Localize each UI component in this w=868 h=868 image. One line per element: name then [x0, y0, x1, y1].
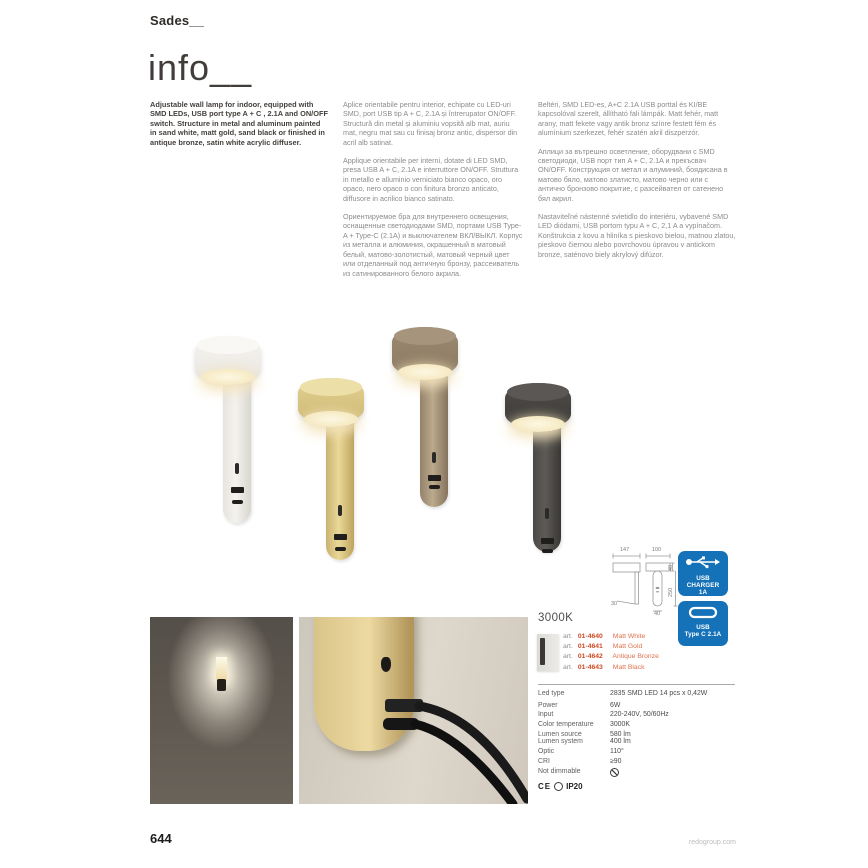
article-finish: Matt Gold — [612, 643, 643, 651]
description-bg: Аплици за вътрешно осветление, оборудвани с SMD светодиоди, USB порт тип A + C, 2.1A и прекъсвач ON/OFF. Конструкция от метал и алуминий, боядисана в матово бяло, матово златисто, матово черно или с антично бронзово покритие, с разсейвател от сатенено бял акрил. — [538, 146, 728, 203]
usb-c-port-detail — [335, 547, 346, 551]
description-en: Adjustable wall lamp for indoor, equipped with SMD LEDs, USB port type A + C , 2.1A and ON/OFF switch. Structure in metal and aluminum painted in sand white, matt gold, sand black or finished in antique bronze, satin white acrylic diffuser. — [150, 100, 329, 147]
description-hu: Beltéri, SMD LED-es, A+C 2.1A USB porttal és KI/BE kapcsolóval szerelt, állítható fali lámpák. Matt fehér, matt arany, matt fekete vagy antik bronz színre festett fém és alumínium szerkezet, fehér szatén akril diszperzór. — [538, 100, 719, 138]
ip-rating: IP20 — [566, 781, 583, 791]
dimmer-crossed-icon — [610, 768, 619, 777]
usb-c-port-detail — [429, 485, 440, 489]
description-ru: Ориентируемое бра для внутреннего освещения, оснащенные светодиодами SMD, портами USB Type-A + Type-C (2.1A) и выключателем ВКЛ/ВЫКЛ. Корпус из металла и алюминия, окрашенный в матовый белый, матово-золотистый, матовый черный цвет или отделанный под античную бронзу, рассеиватель из сатинированного белого акрила. — [343, 212, 523, 278]
badge-line: 1A — [698, 589, 708, 596]
article-row — [563, 632, 659, 642]
description-it: Applique orientabile per interni, dotate di LED SMD, presa USB A + C, 2.1A e interruttore ON/OFF. Struttura in metallo e alluminio verniciato bianco opaco, oro opaco, nero opaco o con finitura bronzo anticato, diffusore in acrilico bianco satinato. — [343, 156, 519, 203]
switch-detail — [235, 463, 239, 474]
usb-charger-badge — [678, 551, 728, 596]
article-code: 01-4640 — [577, 633, 603, 640]
usb-type-c-badge — [678, 601, 728, 646]
product-image-matt-gold — [298, 378, 370, 618]
spec-label: Lumen source — [538, 730, 582, 738]
description-sk: Nastaviteľné nástenné svietidlo do interiéru, vybavené SMD LED diódami, USB portom typu A + C, 2,1 A a vypínačom. Konštrukcia z kovu a hliníka s pieskovo bielou, matnou zlatou, pieskovo čiernou alebo povrchovou úpravou v antickom bronze, saténovo biely akrylový difúzor. — [538, 212, 736, 259]
spec-value: ≥90 — [610, 758, 622, 766]
spec-table — [538, 684, 735, 791]
usb-a-port-detail — [231, 487, 244, 493]
spec-label: CRI — [538, 758, 550, 766]
spec-label: Power — [538, 701, 558, 709]
lamp-arm — [533, 413, 561, 552]
lamp-head — [195, 336, 261, 382]
usb-a-port-detail — [428, 475, 441, 481]
description-ro: Aplice orientabile pentru interior, echipate cu LED-uri SMD, port USB tip A + C, 2.1A și întrerupator ON/OFF. Structură din metal și aluminiu vopsită alb mat, auriu mat, negru mat sau cu finisaj bronz antic, dispersor din acril alb satinat. — [343, 100, 518, 147]
spec-label: Led type — [538, 690, 565, 697]
lamp-head — [505, 383, 571, 429]
description-column-2 — [343, 100, 523, 287]
spec-value: 580 lm — [610, 730, 631, 738]
dim-depth-side: 30 — [611, 601, 618, 607]
switch-detail — [432, 452, 436, 463]
usb-trident-icon — [685, 554, 721, 570]
ambience-photo-wall-light — [150, 617, 293, 804]
switch-detail — [545, 508, 549, 519]
lamp-diffuser-glow — [304, 411, 358, 427]
spec-label: Lumen system — [538, 738, 583, 746]
lamp-diffuser-glow — [398, 364, 452, 380]
usb-c-port-detail — [542, 549, 553, 553]
spec-value: 110° — [610, 748, 624, 756]
usb-type-c-connector-icon — [688, 606, 718, 619]
spec-value: 2835 SMD LED 14 pcs x 0,42W — [610, 690, 708, 697]
usb-a-port-detail — [334, 534, 347, 540]
spec-label: Input — [538, 711, 554, 719]
spec-label: Optic — [538, 748, 555, 756]
dim-width-side: 147 — [620, 547, 630, 553]
product-family-name: Sades__ — [150, 13, 205, 28]
spec-label: Not dimmable — [538, 767, 581, 775]
article-row — [563, 642, 659, 652]
lit-lamp-detail — [216, 657, 227, 681]
lamp-head — [298, 378, 364, 424]
ce-mark: CE — [538, 781, 552, 791]
dim-head-height: 48 — [668, 564, 674, 571]
spec-row — [538, 758, 735, 765]
dimension-drawing — [608, 549, 678, 617]
spec-row — [538, 690, 735, 697]
switch-detail — [338, 505, 342, 516]
page-number: 644 — [150, 831, 172, 846]
article-prefix: art. — [563, 663, 573, 671]
lamp-arm-silhouette — [217, 679, 226, 691]
spec-row — [538, 711, 735, 718]
spec-row — [538, 738, 735, 745]
spec-row — [538, 731, 735, 738]
certification-ring-icon — [554, 782, 563, 791]
lamp-diffuser-glow — [201, 369, 255, 385]
product-image-matt-white — [195, 336, 267, 576]
product-image-matt-black — [505, 383, 577, 623]
article-row — [563, 652, 659, 662]
article-code: 01-4643 — [577, 663, 603, 671]
spec-row — [538, 748, 735, 755]
product-image-antique-bronze — [392, 327, 464, 567]
article-prefix: art. — [563, 633, 573, 640]
description-column-1 — [150, 100, 328, 156]
color-temperature-heading: 3000K — [538, 612, 574, 624]
badge-line: USB — [696, 575, 710, 582]
spec-value: 220-240V, 50/60Hz — [610, 711, 669, 719]
article-prefix: art. — [563, 653, 573, 661]
dimension-drawing-lines — [608, 549, 678, 617]
description-column-3 — [538, 100, 736, 268]
dim-arm-length: 250 — [668, 587, 674, 597]
dim-depth-front: 40 — [654, 611, 661, 617]
article-prefix: art. — [563, 643, 573, 651]
article-code: 01-4641 — [577, 643, 603, 651]
thumbnail-lamp-silhouette — [540, 638, 545, 665]
spec-row-not-dimmable — [538, 768, 735, 779]
spec-label: Color temperature — [538, 721, 594, 729]
article-finish: Antique Bronze — [612, 653, 659, 661]
website-text: redogroup.com — [688, 839, 736, 846]
spec-value: 6W — [610, 701, 621, 709]
article-finish: Matt White — [612, 633, 646, 640]
usb-cables-graphic — [299, 617, 528, 804]
article-code: 01-4642 — [577, 653, 603, 661]
spec-row — [538, 721, 735, 728]
badge-line: Type C 2.1A — [684, 631, 722, 638]
page-title: info__ — [148, 47, 253, 88]
dim-width-front: 100 — [652, 547, 662, 553]
lamp-diffuser-glow — [511, 416, 565, 432]
article-list — [563, 632, 659, 673]
spec-value: 400 lm — [610, 738, 631, 746]
certification-marks — [538, 782, 735, 791]
finish-thumbnail — [537, 634, 559, 671]
lamp-head — [392, 327, 458, 377]
spec-value: 3000K — [610, 721, 630, 729]
usb-a-port-detail — [541, 538, 554, 544]
badge-line: USB — [696, 624, 710, 631]
badge-line: CHARGER — [686, 582, 720, 589]
article-finish: Matt Black — [612, 663, 645, 671]
closeup-photo-usb-cables — [299, 617, 528, 804]
usb-c-port-detail — [232, 500, 243, 504]
spec-row — [538, 702, 735, 709]
article-row — [563, 663, 659, 673]
